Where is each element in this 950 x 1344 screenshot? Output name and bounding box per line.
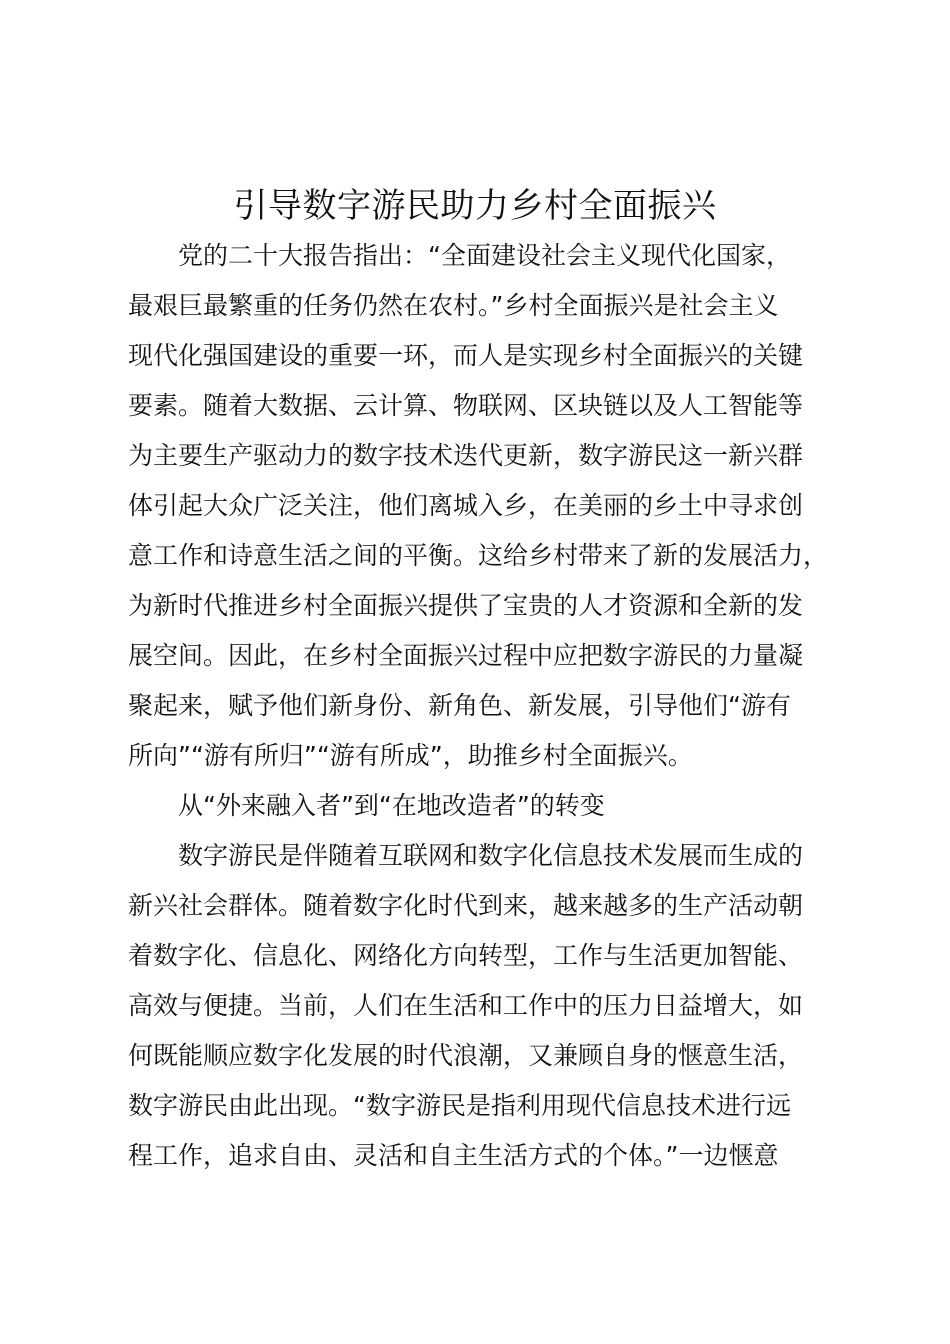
- paragraph-1-line-1: 党的二十大报告指出：“全面建设社会主义现代化国家，: [178, 241, 791, 270]
- paragraph-1-line-11: 所向”“游有所归”“游有所成”，助推乡村全面振兴。: [128, 741, 693, 770]
- paragraph-2-line-5: 何既能顺应数字化发展的时代浪潮，又兼顾自身的惬意生活，: [128, 1041, 804, 1070]
- paragraph-2-line-1: 数字游民是伴随着互联网和数字化信息技术发展而生成的: [178, 841, 804, 870]
- paragraph-1-line-2: 最艰巨最繁重的任务仍然在农村。”乡村全面振兴是社会主义: [128, 291, 779, 320]
- paragraph-2-line-4: 高效与便捷。当前，人们在生活和工作中的压力日益增大，如: [128, 991, 804, 1020]
- paragraph-2-line-7: 程工作，追求自由、灵活和自主生活方式的个体。”一边惬意: [128, 1141, 779, 1170]
- paragraph-1-line-4: 要素。随着大数据、云计算、物联网、区块链以及人工智能等: [128, 391, 804, 420]
- paragraph-1-line-6: 体引起大众广泛关注，他们离城入乡，在美丽的乡土中寻求创: [128, 491, 804, 520]
- paragraph-1-line-8: 为新时代推进乡村全面振兴提供了宝贵的人才资源和全新的发: [128, 591, 804, 620]
- paragraph-2-line-2: 新兴社会群体。随着数字化时代到来，越来越多的生产活动朝: [128, 891, 804, 920]
- paragraph-1-line-5: 为主要生产驱动力的数字技术迭代更新，数字游民这一新兴群: [128, 441, 804, 470]
- paragraph-1-line-10: 聚起来，赋予他们新身份、新角色、新发展，引导他们“游有: [128, 691, 791, 720]
- paragraph-2-line-6: 数字游民由此出现。“数字游民是指利用现代信息技术进行远: [128, 1091, 791, 1120]
- paragraph-1-line-9: 展空间。因此，在乡村全面振兴过程中应把数字游民的力量凝: [128, 641, 804, 670]
- paragraph-1-line-7: 意工作和诗意生活之间的平衡。这给乡村带来了新的发展活力，: [128, 541, 829, 570]
- paragraph-1-line-3: 现代化强国建设的重要一环，而人是实现乡村全面振兴的关键: [128, 341, 804, 370]
- section-heading: 从“外来融入者”到“在地改造者”的转变: [178, 791, 605, 820]
- paragraph-2-line-3: 着数字化、信息化、网络化方向转型，工作与生活更加智能、: [128, 941, 804, 970]
- document-title: 引导数字游民助力乡村全面振兴: [233, 186, 717, 226]
